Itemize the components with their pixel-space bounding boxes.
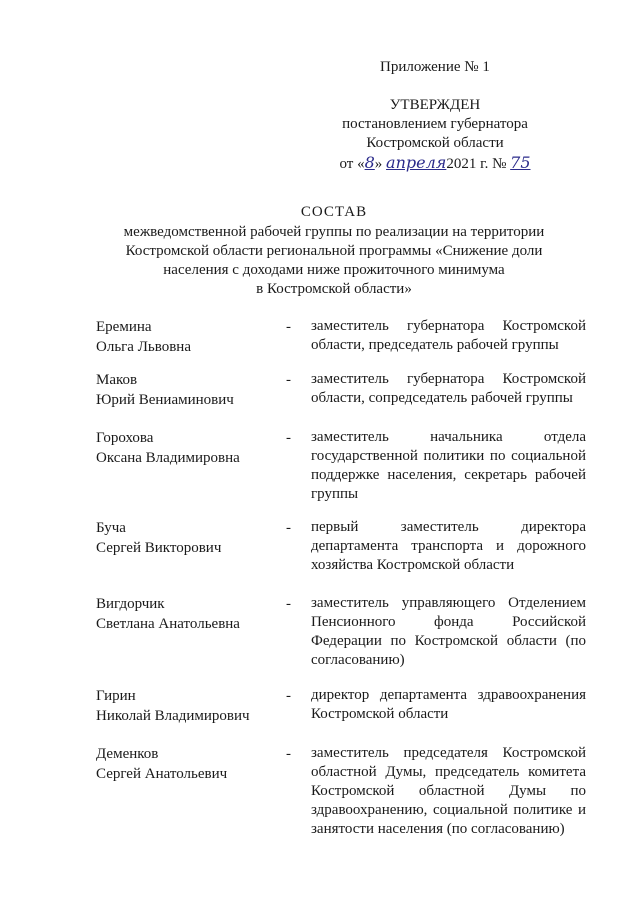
member-name — [96, 744, 286, 784]
decree-line: постановлением губернатора — [342, 116, 528, 132]
title-line-3: населения с доходами ниже прожиточного минимума — [163, 262, 505, 278]
member-surname: Маков — [96, 372, 138, 388]
member-surname: Вигдорчик — [96, 596, 165, 612]
member-given-names: Юрий Вениаминович — [96, 392, 234, 408]
member-name — [96, 686, 286, 726]
member-role: первый заместитель директора департамента транспорта и дорожного хозяйства Костромской области — [311, 519, 586, 573]
member-given-names: Светлана Анатольевна — [96, 616, 240, 632]
appendix-label: Приложение № 1 — [380, 59, 490, 75]
title-heading: СОСТАВ — [300, 204, 368, 220]
member-role: заместитель губернатора Костромской области, сопредседатель рабочей группы — [311, 371, 586, 406]
member-name — [96, 317, 286, 357]
member-surname: Буча — [96, 520, 126, 536]
member-surname: Гирин — [96, 688, 136, 704]
member-role: заместитель управляющего Отделением Пенсионного фонда Российской Федерации по Костромской области (по согласованию) — [311, 595, 586, 668]
member-given-names: Оксана Владимировна — [96, 450, 240, 466]
member-given-names: Ольга Львовна — [96, 339, 191, 355]
member-role: директор департамента здравоохранения Костромской области — [311, 687, 586, 722]
date-year: 2021 г. № — [446, 156, 507, 172]
member-given-names: Сергей Анатольевич — [96, 766, 228, 782]
region-line: Костромской области — [366, 135, 504, 151]
handwritten-month: апреля — [386, 153, 447, 172]
handwritten-day: 8 — [364, 153, 375, 172]
date-line — [300, 153, 570, 174]
approved-heading: УТВЕРЖДЕН — [389, 97, 481, 113]
title-line-2: Костромской области региональной программы «Снижение доли — [125, 243, 543, 259]
member-dash: - — [286, 688, 291, 704]
member-surname: Горохова — [96, 430, 154, 446]
member-dash: - — [286, 520, 291, 536]
member-name — [96, 428, 286, 468]
member-dash: - — [286, 430, 291, 446]
title-line-4: в Костромской области» — [256, 281, 412, 297]
date-mid: » — [374, 156, 383, 172]
member-dash: - — [286, 746, 291, 762]
document-title — [100, 203, 568, 299]
member-name — [96, 518, 286, 558]
member-name — [96, 594, 286, 634]
member-role: заместитель начальника отдела государственной политики по социальной поддержке населения, секретарь рабочей группы — [311, 429, 586, 502]
approval-block — [300, 96, 570, 174]
title-line-1: межведомственной рабочей группы по реализации на территории — [123, 224, 545, 240]
member-dash: - — [286, 319, 291, 335]
member-dash: - — [286, 372, 291, 388]
member-dash: - — [286, 596, 291, 612]
member-surname: Деменков — [96, 746, 159, 762]
member-given-names: Николай Владимирович — [96, 708, 250, 724]
member-name — [96, 370, 286, 410]
member-given-names: Сергей Викторович — [96, 540, 222, 556]
handwritten-number: 75 — [510, 153, 531, 172]
member-role: заместитель председателя Костромской областной Думы, председатель комитета Костромской областной Думы по здравоохранению, социальной политике и занятости населения (по согласованию) — [311, 745, 586, 837]
member-surname: Еремина — [96, 319, 152, 335]
member-role: заместитель губернатора Костромской области, председатель рабочей группы — [311, 318, 586, 353]
date-prefix: от « — [339, 156, 365, 172]
